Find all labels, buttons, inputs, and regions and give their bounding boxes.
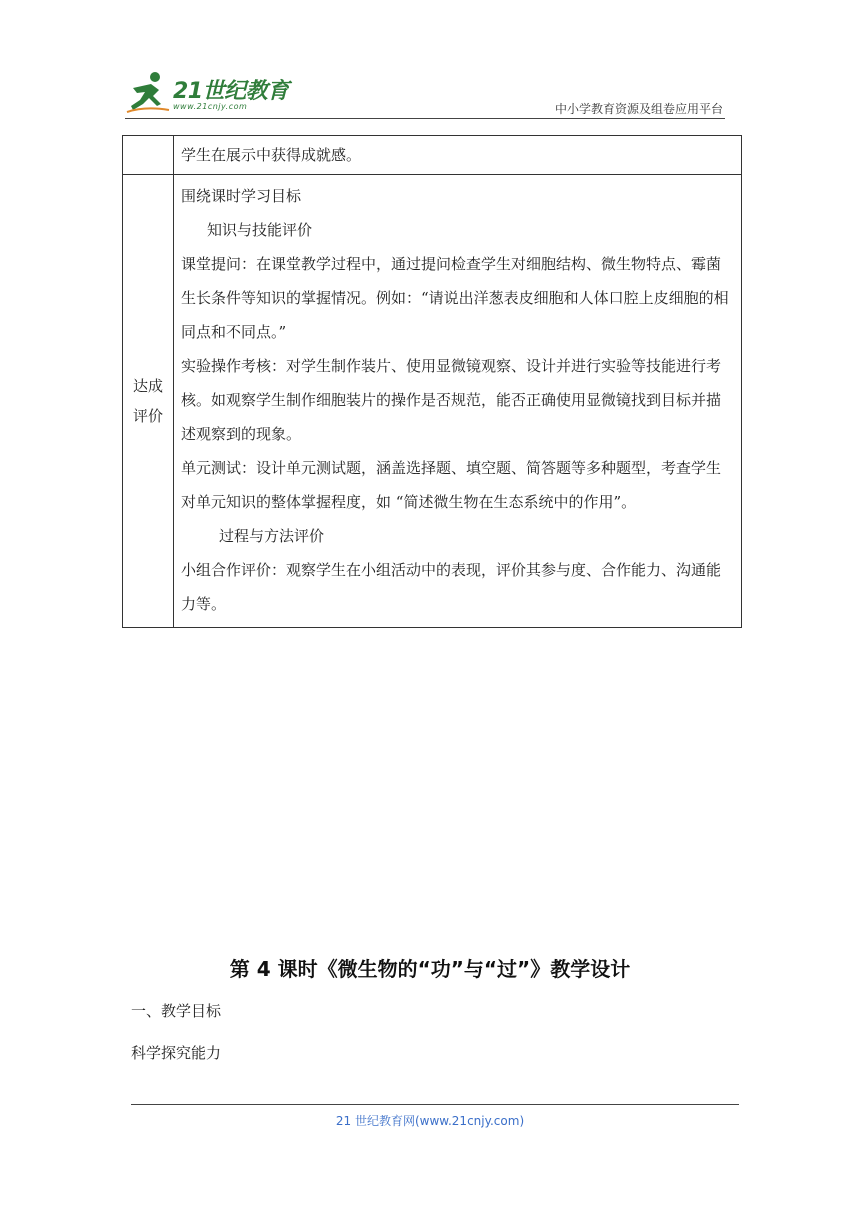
eval-label-line: 评价 — [132, 407, 163, 425]
page-header — [125, 62, 725, 120]
platform-name: 中小学教育资源及组卷应用平台 — [554, 102, 723, 116]
site-logo[interactable] — [125, 68, 295, 114]
runner-logo-icon — [125, 70, 173, 114]
table-row — [123, 175, 742, 628]
eval-label-cell — [123, 175, 174, 628]
empty-label-cell — [123, 136, 174, 175]
subheading: 过程与方法评价 — [219, 527, 325, 545]
eval-label-line: 达成 — [132, 377, 163, 395]
footer-link[interactable]: 21 世纪教育网(www.21cnjy.com) — [335, 1114, 525, 1128]
paragraph: 小组合作评价：观察学生在小组活动中的表现，评价其参与度、合作能力、沟通能力等。 — [181, 561, 722, 613]
evaluation-table — [122, 135, 742, 628]
section-heading: 一、教学目标 — [131, 1002, 222, 1020]
subheading: 知识与技能评价 — [207, 221, 313, 239]
lesson-title: 第 4 课时《微生物的“功”与“过”》教学设计 — [229, 957, 631, 981]
footer-divider — [131, 1104, 739, 1105]
paragraph: 围绕课时学习目标 — [181, 187, 302, 205]
table-cell: 学生在展示中获得成就感。 — [174, 136, 742, 175]
section-subheading: 科学探究能力 — [131, 1044, 222, 1062]
paragraph: 实验操作考核：对学生制作装片、使用显微镜观察、设计并进行实验等技能进行考核。如观察学生制作细胞装片的操作是否规范，能否正确使用显微镜找到目标并描述观察到的现象。 — [181, 357, 722, 443]
logo-text: 21世纪教育 — [173, 79, 289, 104]
table-row — [123, 136, 742, 175]
paragraph: 单元测试：设计单元测试题，涵盖选择题、填空题、简答题等多种题型，考查学生对单元知识的整体掌握程度，如 “简述微生物在生态系统中的作用”。 — [181, 459, 722, 511]
header-divider — [125, 118, 725, 119]
logo-url: www.21cnjy.com — [173, 102, 248, 111]
eval-content-cell — [174, 175, 742, 628]
paragraph: 课堂提问：在课堂教学过程中，通过提问检查学生对细胞结构、微生物特点、霉菌生长条件等知识的掌握情况。例如：“请说出洋葱表皮细胞和人体口腔上皮细胞的相同点和不同点。” — [181, 255, 729, 341]
